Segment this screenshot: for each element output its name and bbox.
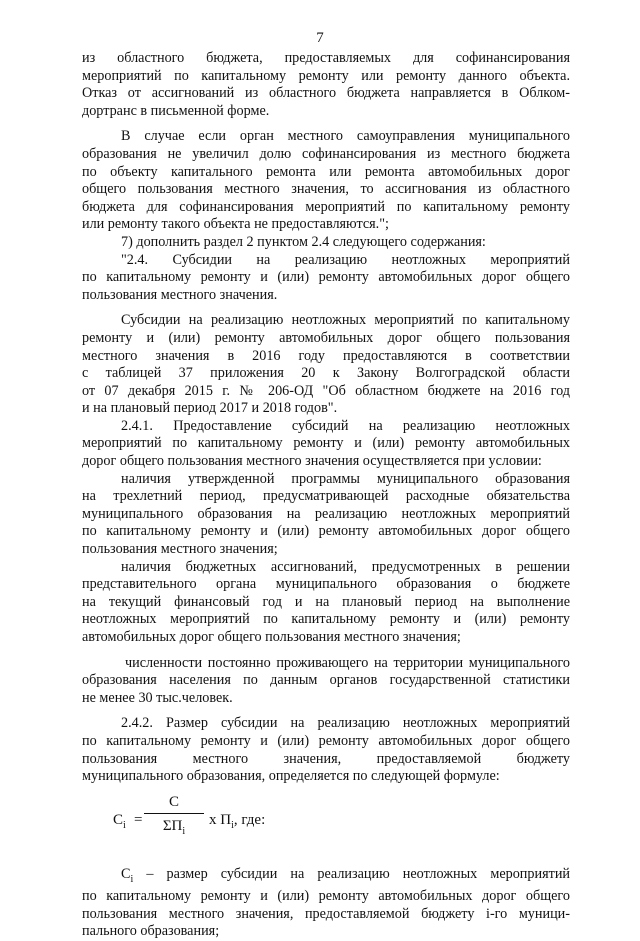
- formula-denominator: $\Sigma П_i$: [162, 817, 186, 837]
- formula-rhs: х $П_i$, где:: [209, 811, 266, 831]
- text-line: Отказ от ассигнований из областного бюджета направляется в Облком-: [82, 85, 570, 102]
- text-line: $С_i$ – размер субсидии на реализацию неотложных мероприятий: [121, 865, 570, 885]
- text-line: не менее 30 тыс.человек.: [82, 689, 233, 706]
- text-line: 2.4.1. Предоставление субсидий на реализацию неотложных: [121, 417, 570, 434]
- text-line: муниципального образования на реализацию неотложных мероприятий: [82, 505, 570, 522]
- text-line: на текущий финансовый год и на плановый период на выполнение: [82, 593, 570, 610]
- condition-population: [82, 655, 570, 708]
- condition-program: [82, 471, 570, 559]
- section-heading-2-4: [82, 252, 570, 305]
- text-line: общего пользования местного значения, то ассигнования из областного: [82, 181, 570, 198]
- text-line: по капитальному ремонту и (или) ремонту автомобильных дорог общего: [82, 732, 570, 749]
- formula-numerator: С: [168, 793, 179, 810]
- text-line: от 07 декабря 2015 г. № 206-ОД "Об областном бюджете на 2016 год: [82, 382, 570, 399]
- text-line: Субсидии на реализацию неотложных мероприятий по капитальному: [121, 312, 570, 329]
- text-line: В случае если орган местного самоуправления муниципального: [121, 128, 570, 145]
- text-line: по капитальному ремонту и (или) ремонту автомобильных дорог общего: [82, 888, 570, 905]
- text-line: автомобильных дорог общего пользования местного значения;: [82, 629, 461, 645]
- text-line: дорог общего пользования местного значения осуществляется при условии:: [82, 453, 542, 470]
- text-line: наличия утвержденной программы муниципального образования: [121, 470, 570, 487]
- text-line: или ремонту такого объекта не предоставляются.";: [82, 216, 389, 233]
- paragraph-subsidies-2016: [82, 312, 570, 418]
- formula-equals: =: [134, 811, 143, 828]
- text-line: муниципального образования, определяется по следующей формуле:: [82, 768, 500, 785]
- condition-budget-allocations: [82, 559, 570, 647]
- text-line: пользования местного значения.: [82, 286, 278, 303]
- text-line: на трехлетний период, предусматривающей расходные обязательства: [82, 488, 570, 505]
- text-line: пользования местного значения, предоставляемой бюджету i-го муници-: [82, 905, 570, 922]
- definition-ci: [82, 866, 570, 941]
- text-line: мероприятий по капитальному ремонту или ремонту данного объекта.: [82, 67, 570, 84]
- text-line: наличия бюджетных ассигнований, предусмотренных в решении: [121, 558, 570, 575]
- text-line: дортранс в письменной форме.: [82, 102, 270, 119]
- subsidy-formula: [82, 792, 570, 852]
- text-line: 7) дополнить раздел 2 пунктом 2.4 следующего содержания:: [121, 233, 486, 250]
- text-line: по капитальному ремонту и (или) ремонту автомобильных дорог общего: [82, 523, 570, 540]
- paragraph-allocation-refusal: [82, 50, 570, 120]
- paragraph-2-4-2: [82, 715, 570, 785]
- text-line: по капитальному ремонту и (или) ремонту автомобильных дорог общего: [82, 269, 570, 286]
- document-body: [82, 50, 570, 941]
- paragraph-amendment-7: [82, 234, 570, 252]
- page-number: 7: [316, 30, 324, 46]
- text-line: ремонту и (или) ремонту автомобильных дорог общего пользования: [82, 329, 570, 346]
- paragraph-cofinancing-condition: [82, 128, 570, 234]
- text-line: пользования местного значения, предоставляемой бюджету: [82, 750, 570, 767]
- text-line: местного значения в 2016 году предоставляются в соответствии: [82, 347, 570, 364]
- text-line: образования не увеличил долю софинансирования из местного бюджета: [82, 145, 570, 162]
- text-line: с таблицей 37 приложения 20 к Закону Волгоградской области: [82, 365, 570, 382]
- text-line: и на плановый период 2017 и 2018 годов".: [82, 400, 338, 417]
- text-line: образования населения по данным органов государственной статистики: [82, 672, 570, 689]
- text-line: неотложных мероприятий по капитальному ремонту и (или) ремонту: [82, 611, 570, 628]
- text-line: 2.4.2. Размер субсидии на реализацию неотложных мероприятий: [121, 715, 570, 732]
- text-line: численности постоянно проживающего на территории муниципального: [125, 654, 570, 671]
- text-line: пользования местного значения;: [82, 541, 278, 558]
- fraction-bar: [144, 813, 204, 814]
- paragraph-2-4-1: [82, 418, 570, 471]
- text-line: бюджета для софинансирования мероприятий по капитальному ремонту: [82, 198, 570, 215]
- text-line: "2.4. Субсидии на реализацию неотложных мероприятий: [121, 251, 570, 268]
- text-line: из областного бюджета, предоставляемых для софинансирования: [82, 50, 570, 66]
- text-line: мероприятий по капитальному ремонту и (или) ремонту автомобильных: [82, 435, 570, 452]
- text-line: по объекту капитального ремонта или ремонта автомобильных дорог: [82, 163, 570, 180]
- formula-lhs: $С_i$: [113, 811, 126, 831]
- text-line: пального образования;: [82, 923, 220, 940]
- text-line: представительного органа муниципального образования о бюджете: [82, 576, 570, 593]
- formula-fraction: [144, 793, 204, 841]
